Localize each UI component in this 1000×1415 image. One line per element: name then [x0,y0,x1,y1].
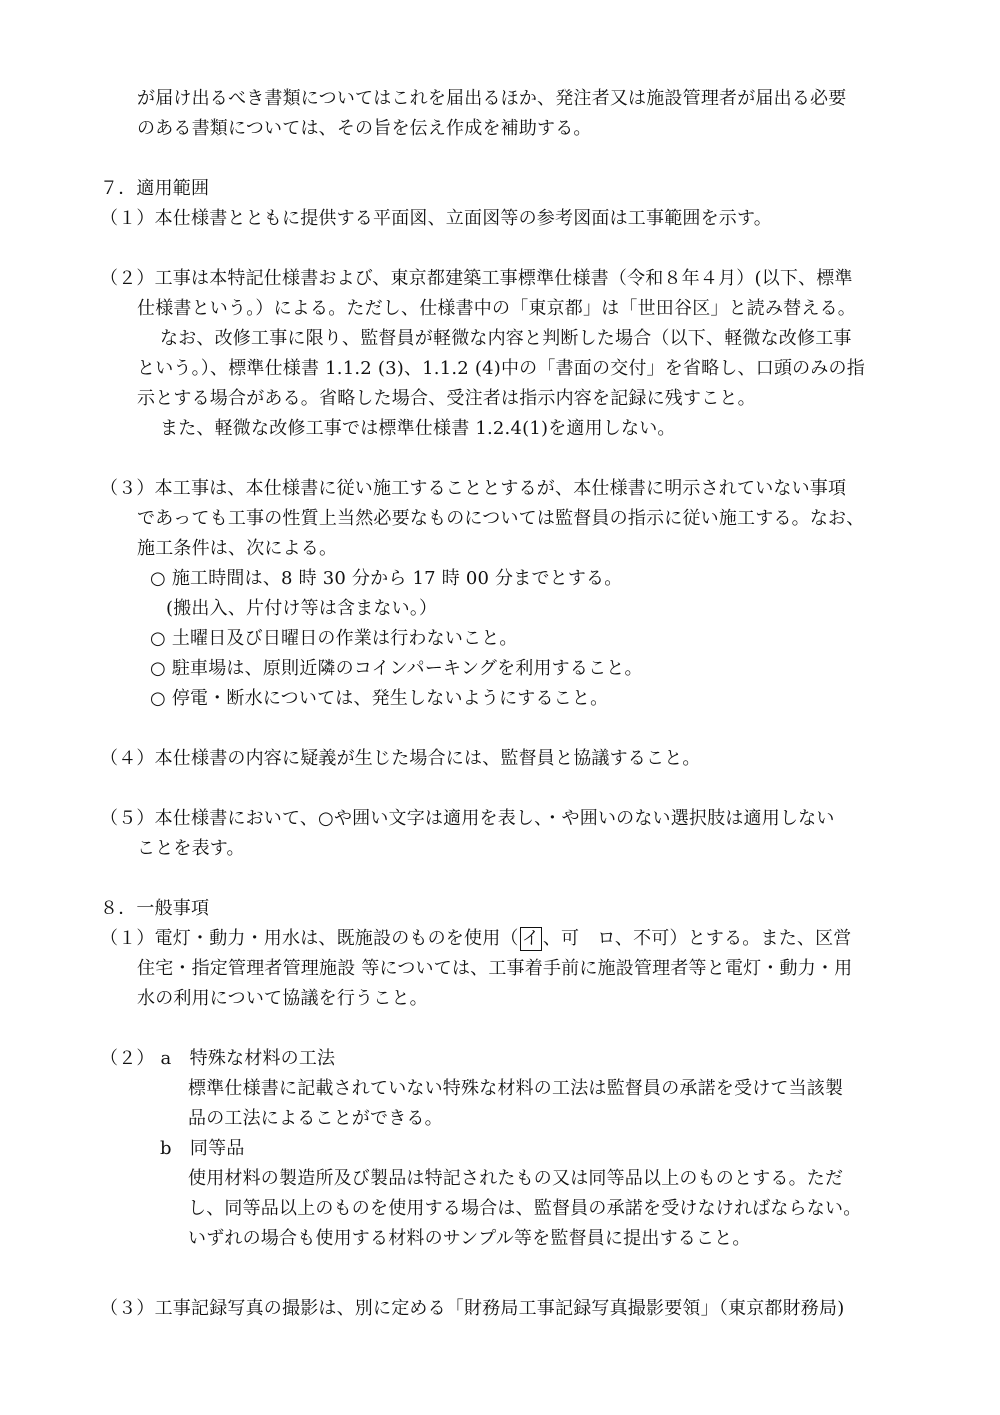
condition-outage: ○ 停電・断水については、発生しないようにすること。 [150,688,609,709]
section-8-item-1-line-1 [100,924,852,954]
section-7-item-1: （１）本仕様書とともに提供する平面図、立面図等の参考図面は工事範囲を示す。 [100,208,772,229]
section-7-item-2-line-3: なお、改修工事に限り、監督員が軽微な内容と判断した場合（以下、軽微な改修工事 [160,328,852,349]
section-7-item-2-line-4: という。）、標準仕様書 1.1.2 (3)、1.1.2 (4)中の「書面の交付」を省略し、口頭のみの指 [137,358,865,379]
section-8-item-2-b-line-3: いずれの場合も使用する材料のサンプル等を監督員に提出すること。 [188,1228,751,1249]
section-7-item-2-line-2: 仕様書という。）による。ただし、仕様書中の「東京都」は「世田谷区」と読み替える。 [137,298,856,319]
section-7-item-2-line-5: 示とする場合がある。省略した場合、受注者は指示内容を記録に残すこと。 [137,388,756,409]
continuation-line-1: が届け出るべき書類についてはこれを届出るほか、発注者又は施設管理者が届出る必要 [137,88,847,109]
section-8-item-2-a-line-2: 品の工法によることができる。 [188,1108,443,1129]
section-7-item-2-line-1: （２）工事は本特記仕様書および、東京都建築工事標準仕様書（令和８年４月）(以下、標準 [100,268,853,289]
selected-option-box: イ [521,928,540,949]
section-7-item-5-line-2: ことを表す。 [137,838,245,859]
condition-work-hours-note: (搬出入、片付け等は含まない。） [166,598,438,619]
section-8-item-2-a-line-1: 標準仕様書に記載されていない特殊な材料の工法は監督員の承諾を受けて当該製 [188,1078,844,1099]
section-8-item-1-pre: （１）電灯・動力・用水は、既施設のものを使用（ [100,928,519,949]
section-7-item-3-line-2: であっても工事の性質上当然必要なものについては監督員の指示に従い施工する。なお、 [137,508,865,529]
condition-parking: ○ 駐車場は、原則近隣のコインパーキングを利用すること。 [150,658,643,679]
section-7-item-3-line-1: （３）本工事は、本仕様書に従い施工することとするが、本仕様書に明示されていない事項 [100,478,847,499]
section-8-item-2-b-label: b 同等品 [160,1138,245,1159]
section-8-item-2-b-line-2: し、同等品以上のものを使用する場合は、監督員の承諾を受けなければならない。 [188,1198,862,1219]
section-7-heading: ７．適用範囲 [100,178,210,199]
section-7-item-3-line-3: 施工条件は、次による。 [137,538,338,559]
continuation-line-2: のある書類については、その旨を伝え作成を補助する。 [137,118,592,139]
section-7-item-5-line-1: （５）本仕様書において、○や囲い文字は適用を表し、・や囲いのない選択肢は適用しない [100,808,835,829]
section-7-item-4: （４）本仕様書の内容に疑義が生じた場合には、監督員と協議すること。 [100,748,701,769]
section-8-heading: ８．一般事項 [100,898,210,919]
section-8-item-3: （３）工事記録写真の撮影は、別に定める「財務局工事記録写真撮影要領」（東京都財務局) [100,1298,845,1319]
section-8-item-1-line-2: 住宅・指定管理者管理施設 等については、工事着手前に施設管理者等と電灯・動力・用 [137,958,853,979]
section-8-item-2-a-label: （２） a 特殊な材料の工法 [100,1048,336,1069]
condition-weekend: ○ 土曜日及び日曜日の作業は行わないこと。 [150,628,518,649]
section-8-item-1-line-3: 水の利用について協議を行うこと。 [137,988,428,1009]
section-8-item-1-post: 、可 ロ、不可）とする。また、区営 [542,928,852,949]
section-7-item-2-line-6: また、軽微な改修工事では標準仕様書 1.2.4(1)を適用しない。 [160,418,676,439]
condition-work-hours: ○ 施工時間は、8 時 30 分から 17 時 00 分までとする。 [150,568,623,589]
section-8-item-2-b-line-1: 使用材料の製造所及び製品は特記されたもの又は同等品以上のものとする。ただ [188,1168,844,1189]
